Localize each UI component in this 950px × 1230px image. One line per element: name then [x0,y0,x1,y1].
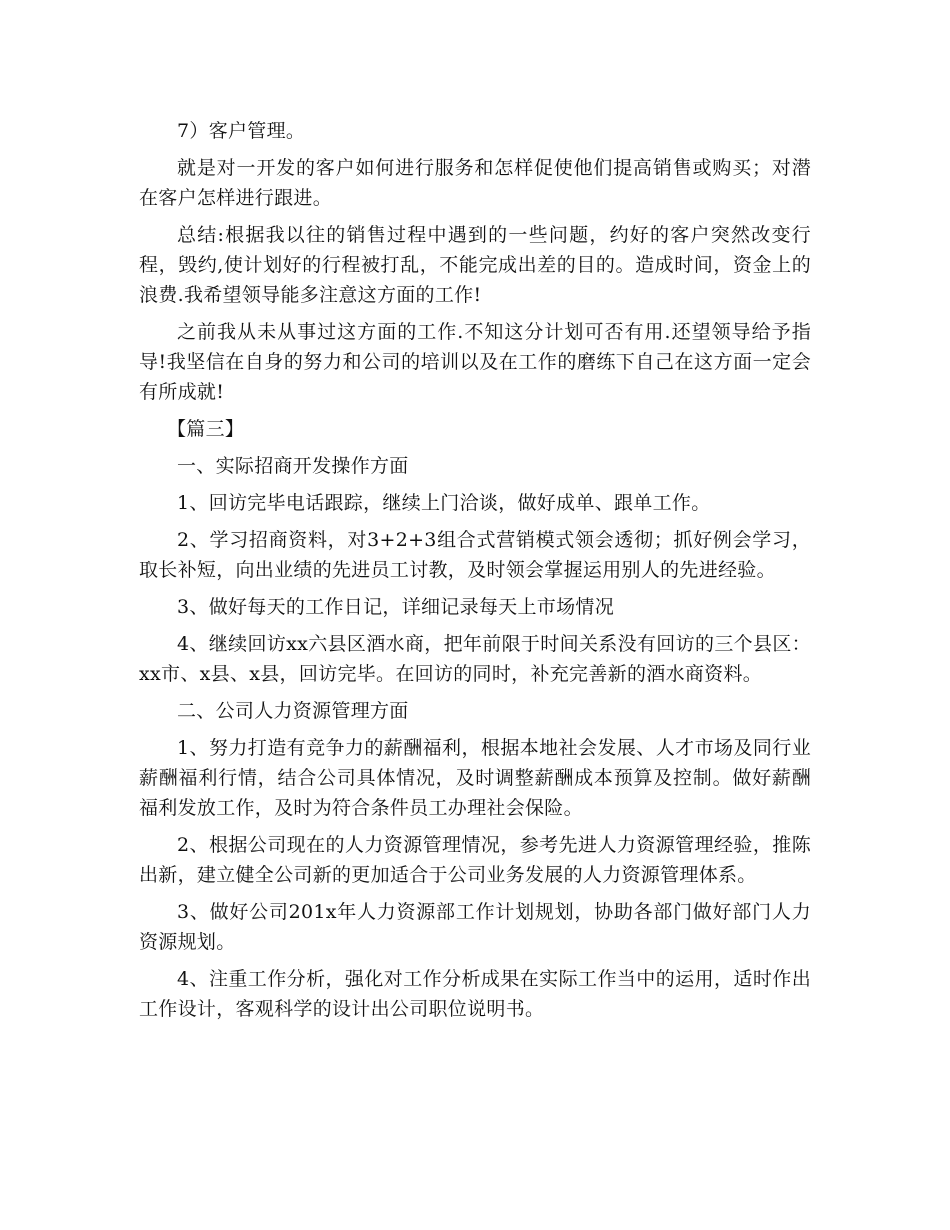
list-item-hr-3: 3、做好公司201x年人力资源部工作计划规划，协助各部门做好部门人力资源规划。 [139,901,811,953]
subheading-human-resources: 二、公司人力资源管理方面 [177,700,409,722]
paragraph-customer-management-heading: 7）客户管理。 [177,120,306,142]
list-item-investment-2: 2、学习招商资料，对3+2+3组合式营销模式领会透彻；抓好例会学习，取长补短，向出业绩的先进员工讨教，及时领会掌握运用别人的先进经验。 [139,529,811,581]
list-item-investment-4: 4、继续回访xx六县区酒水商，把年前限于时间关系没有回访的三个县区：xx市、x县、x县，回访完毕。在回访的同时，补充完善新的酒水商资料。 [139,633,811,685]
paragraph-summary: 总结:根据我以往的销售过程中遇到的一些问题，约好的客户突然改变行程，毁约,使计划好的行程被打乱，不能完成出差的目的。造成时间，资金上的浪费.我希望领导能多注意这方面的工作! [139,224,811,306]
paragraph-customer-management-body: 就是对一开发的客户如何进行服务和怎样促使他们提高销售或购买；对潜在客户怎样进行跟进。 [139,157,811,209]
section-title-part-three: 【篇三】 [167,418,245,440]
list-item-hr-4: 4、注重工作分析，强化对工作分析成果在实际工作当中的运用，适时作出工作设计，客观科学的设计出公司职位说明书。 [139,968,811,1020]
list-item-investment-1: 1、回访完毕电话跟踪，继续上门洽谈，做好成单、跟单工作。 [177,492,711,514]
subheading-investment-operations: 一、实际招商开发操作方面 [177,455,409,477]
paragraph-closing: 之前我从未从事过这方面的工作.不知这分计划可否有用.还望领导给予指导!我坚信在自身的努力和公司的培训以及在工作的磨练下自己在这方面一定会有所成就! [139,321,811,403]
list-item-hr-1: 1、努力打造有竞争力的薪酬福利，根据本地社会发展、人才市场及同行业薪酬福利行情，结合公司具体情况，及时调整薪酬成本预算及控制。做好薪酬福利发放工作，及时为符合条件员工办理社会保险。 [139,737,811,819]
list-item-investment-3: 3、做好每天的工作日记，详细记录每天上市场情况 [177,596,614,618]
document-body [139,116,811,1031]
list-item-hr-2: 2、根据公司现在的人力资源管理情况，参考先进人力资源管理经验，推陈出新，建立健全公司新的更加适合于公司业务发展的人力资源管理体系。 [139,834,811,886]
